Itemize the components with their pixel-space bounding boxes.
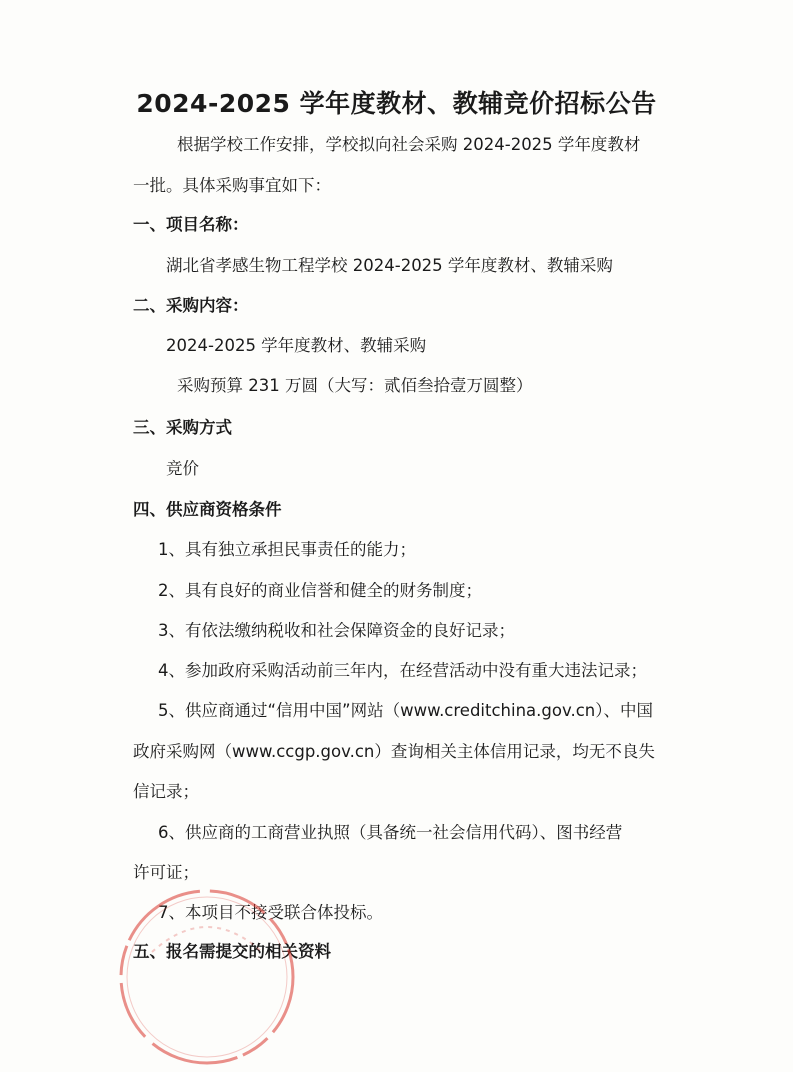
intro-line-1: 根据学校工作安排，学校拟向社会采购 2024-2025 学年度教材 [177, 135, 641, 154]
condition-3: 3、有依法缴纳税收和社会保障资金的良好记录； [158, 621, 515, 640]
document-title: 2024-2025 学年度教材、教辅竞价招标公告 [136, 89, 657, 118]
condition-5-line-3: 信记录； [133, 782, 199, 801]
intro-line-2: 一批。具体采购事宜如下： [133, 176, 331, 195]
section-3-heading: 三、采购方式 [133, 418, 232, 437]
condition-7: 7、本项目不接受联合体投标。 [158, 903, 383, 922]
section-5-heading: 五、报名需提交的相关资料 [133, 942, 331, 961]
section-1-heading: 一、项目名称： [133, 215, 249, 234]
condition-5-line-2: 政府采购网（www.ccgp.gov.cn）查询相关主体信用记录，均无不良失 [133, 742, 655, 761]
section-2-text: 2024-2025 学年度教材、教辅采购 [166, 336, 427, 355]
condition-6-line-2: 许可证； [133, 863, 199, 882]
condition-4: 4、参加政府采购活动前三年内，在经营活动中没有重大违法记录； [158, 661, 647, 680]
condition-6-line-1: 6、供应商的工商营业执照（具备统一社会信用代码）、图书经营 [158, 823, 623, 842]
condition-1: 1、具有独立承担民事责任的能力； [158, 540, 416, 559]
section-4-heading: 四、供应商资格条件 [133, 500, 282, 519]
section-2-heading: 二、采购内容： [133, 296, 249, 315]
condition-2: 2、具有良好的商业信誉和健全的财务制度； [158, 581, 482, 600]
section-3-text: 竞价 [166, 459, 199, 478]
section-2-budget: 采购预算 231 万圆（大写：贰佰叁拾壹万圆整） [177, 376, 533, 395]
condition-5-line-1: 5、供应商通过“信用中国”网站（www.creditchina.gov.cn）、中国 [158, 701, 653, 720]
section-1-text: 湖北省孝感生物工程学校 2024-2025 学年度教材、教辅采购 [166, 256, 613, 275]
